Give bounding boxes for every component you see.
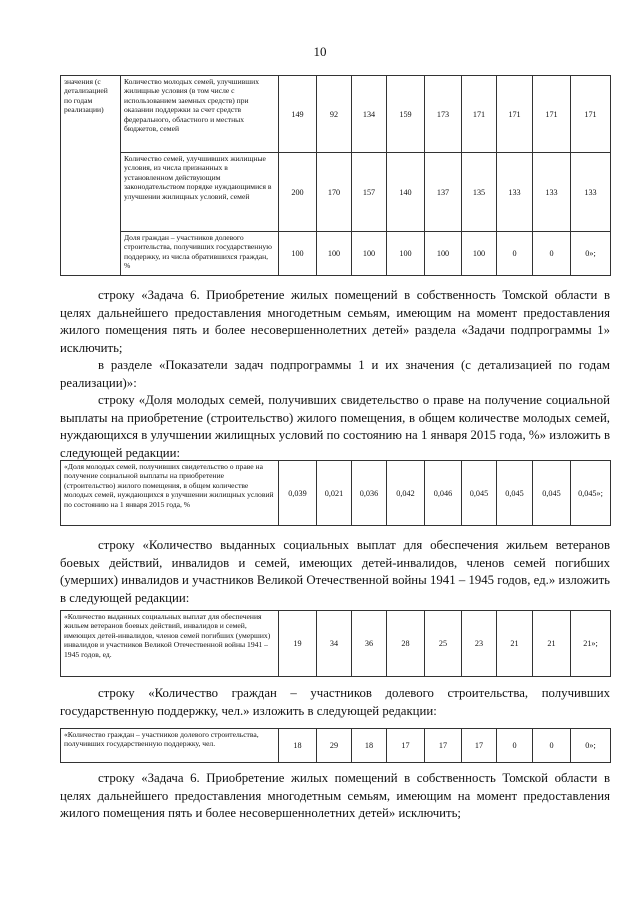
value-cell: 18 (352, 729, 387, 763)
table-row (61, 232, 611, 276)
table-row (61, 461, 611, 526)
value-cell: 0,042 (387, 461, 425, 526)
indicators-table-top (60, 75, 611, 276)
value-cell: 21»; (571, 611, 611, 677)
value-cell: 0,039 (279, 461, 317, 526)
value-cell: 137 (425, 153, 462, 232)
value-cell: 0 (533, 729, 571, 763)
value-cell: 171 (497, 76, 533, 153)
value-cell: 18 (279, 729, 317, 763)
value-cell: 140 (387, 153, 425, 232)
value-cell: 159 (387, 76, 425, 153)
value-cell: 133 (571, 153, 611, 232)
value-cell: 34 (317, 611, 352, 677)
table-row (61, 76, 611, 153)
value-cell: 28 (387, 611, 425, 677)
value-cell: 29 (317, 729, 352, 763)
value-cell: 149 (279, 76, 317, 153)
value-cell: 0,045 (533, 461, 571, 526)
indicator-label: Количество молодых семей, улучшивших жилищные условия (в том числе с использованием заемных средств) при оказании поддержки за счет средств федерального, областного и местных бюджетов, семей (121, 76, 279, 153)
value-cell: 23 (462, 611, 497, 677)
indicator-label: «Количество граждан – участников долевого строительства, получивших государственную поддержку, чел. (61, 729, 279, 763)
value-cell: 17 (462, 729, 497, 763)
value-cell: 173 (425, 76, 462, 153)
value-cell: 0 (497, 232, 533, 276)
indicator-label: Доля граждан – участников долевого строительства, получивших государственную поддержку, из числа обратившихся граждан, % (121, 232, 279, 276)
page-number: 10 (313, 44, 327, 59)
indicator-label: Количество семей, улучшивших жилищные условия, из числа признанных в установленном действующим законодательством порядке нуждающимися в улучшении жилищных условий, семей (121, 153, 279, 232)
replacement-table-young-families (60, 460, 611, 526)
paragraph: строку «Количество выданных социальных выплат для обеспечения жильем ветеранов боевых действий, инвалидов и семей, имеющих детей-инвалидов, членов семей погибших (умерших) инвалидов и участников Великой Отечественной войны 1941 – 1945 годов, ед.» изложить в следующей редакции: (60, 538, 610, 605)
value-cell: 92 (317, 76, 352, 153)
value-cell: 0,036 (352, 461, 387, 526)
value-cell: 171 (571, 76, 611, 153)
replacement-table-shared-construction (60, 728, 611, 763)
value-cell: 171 (462, 76, 497, 153)
table-row (61, 611, 611, 677)
section-label-cell: значения (с детализацией по годам реализации) (61, 76, 121, 276)
value-cell: 134 (352, 76, 387, 153)
value-cell: 21 (497, 611, 533, 677)
value-cell: 17 (425, 729, 462, 763)
paragraph: строку «Количество граждан – участников долевого строительства, получивших государственную поддержку, чел.» изложить в следующей редакции: (60, 686, 610, 718)
value-cell: 100 (279, 232, 317, 276)
paragraph: строку «Доля молодых семей, получивших свидетельство о праве на получение социальной выплаты на приобретение (строительство) жилого помещения, в общем количестве молодых семей, нуждающихся в улучшении жилищных условий по состоянию на 1 января 2015 года, %» изложить в следующей редакции: (60, 393, 610, 460)
indicator-label: «Доля молодых семей, получивших свидетельство о праве на получение социальной выплаты на приобретение (строительство) жилого помещения, в общем количестве молодых семей, нуждающихся в улучшении жилищных условий по состоянию на 1 января 2015 года, % (61, 461, 279, 526)
paragraph: строку «Задача 6. Приобретение жилых помещений в собственность Томской области в целях дальнейшего предоставления многодетным семьям, имеющим на момент предоставления жилого помещения пять и более несовершеннолетних детей» исключить; (60, 771, 610, 820)
value-cell: 0 (497, 729, 533, 763)
value-cell: 157 (352, 153, 387, 232)
value-cell: 21 (533, 611, 571, 677)
value-cell: 19 (279, 611, 317, 677)
value-cell: 0,045 (497, 461, 533, 526)
table-row (61, 729, 611, 763)
value-cell: 100 (462, 232, 497, 276)
table-row (61, 153, 611, 232)
value-cell: 100 (425, 232, 462, 276)
value-cell: 133 (497, 153, 533, 232)
value-cell: 0,046 (425, 461, 462, 526)
value-cell: 171 (533, 76, 571, 153)
value-cell: 0»; (571, 232, 611, 276)
value-cell: 200 (279, 153, 317, 232)
value-cell: 100 (352, 232, 387, 276)
value-cell: 100 (317, 232, 352, 276)
value-cell: 36 (352, 611, 387, 677)
value-cell: 135 (462, 153, 497, 232)
value-cell: 0,021 (317, 461, 352, 526)
value-cell: 0,045»; (571, 461, 611, 526)
value-cell: 170 (317, 153, 352, 232)
value-cell: 0,045 (462, 461, 497, 526)
value-cell: 25 (425, 611, 462, 677)
value-cell: 100 (387, 232, 425, 276)
paragraph: строку «Задача 6. Приобретение жилых помещений в собственность Томской области в целях дальнейшего предоставления многодетным семьям, имеющим на момент предоставления жилого помещения пять и более несовершеннолетних детей» раздела «Задачи подпрограммы 1» исключить; (60, 288, 610, 355)
value-cell: 133 (533, 153, 571, 232)
value-cell: 0»; (571, 729, 611, 763)
replacement-table-veterans (60, 610, 611, 677)
paragraph: в разделе «Показатели задач подпрограммы 1 и их значения (с детализацией по годам реализации)»: (60, 358, 610, 390)
value-cell: 17 (387, 729, 425, 763)
indicator-label: «Количество выданных социальных выплат для обеспечения жильем ветеранов боевых действий, инвалидов и семей, имеющих детей-инвалидов, членов семей погибших (умерших) инвалидов и участников Великой Отечественной войны 1941 – 1945 годов, ед. (61, 611, 279, 677)
value-cell: 0 (533, 232, 571, 276)
